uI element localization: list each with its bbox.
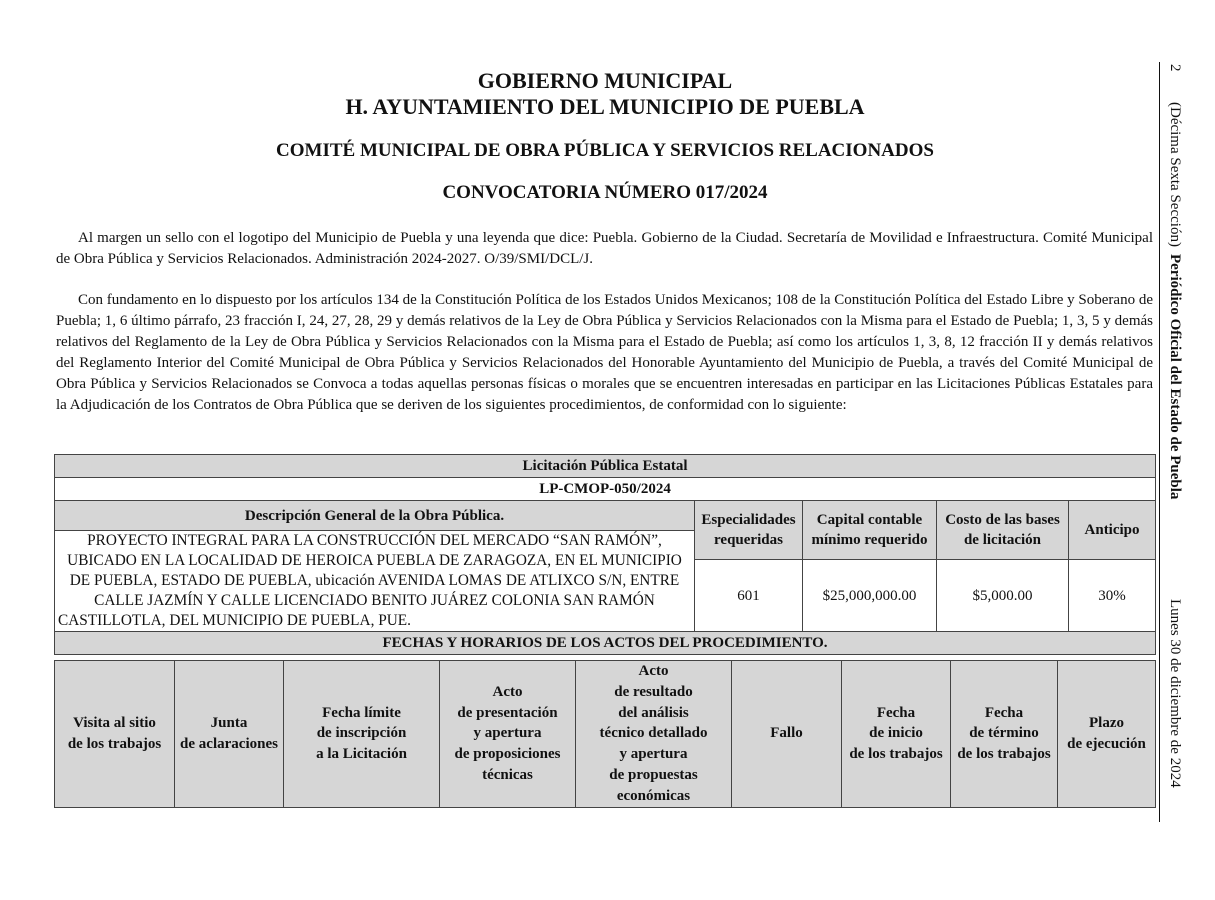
act-header-line: de ejecución	[1067, 735, 1146, 752]
costo-value: $5,000.00	[937, 560, 1069, 632]
header-convocatoria: CONVOCATORIA NÚMERO 017/2024	[442, 182, 768, 203]
act-header-line: Junta	[210, 714, 248, 731]
header-costo: Costo de las bases de licitación	[937, 501, 1069, 560]
licitacion-table	[54, 454, 1156, 655]
paragraph-fundamento: Con fundamento en lo dispuesto por los artículos 134 de la Constitución Política de los Estados Unidos Mexicanos; 108 de la Constitución Política del Estado Libre y Soberano de Puebla; 1, 6 último párrafo, 23 fracción I, 24, 27, 28, 29 y demás relativos de la Ley de Obra Pública y Servicios Relacionados con la Misma para el Estado de Puebla; 1, 3, 5 y demás relativos del Reglamento de la Ley de Obra Pública y Servicios Relacionados con la Misma para el Estado de Puebla; así como los artículos 1, 3, 8, 12 fracción II y demás relativos del Reglamento Interior del Comité Municipal de Obra Pública y Servicios Relacionados del Honorable Ayuntamiento del Municipio de Puebla, a través del Comité Municipal de Obra Pública y Servicios Relacionados se Convoca a todas aquellas personas físicas o morales que se encuentren interesadas en participar en las Licitaciones Públicas Estatales para la Adjudicación de los Contratos de Obra Pública que se deriven de los siguientes procedimientos, de conformidad con lo siguiente:	[56, 292, 1153, 413]
act-header-line: Plazo	[1089, 714, 1124, 731]
act-header-line: Visita al sitio	[73, 714, 156, 731]
periodico-title: Periódico Oficial del Estado de Puebla	[1167, 254, 1183, 500]
act-header-line: Fallo	[770, 725, 803, 742]
anticipo-value: 30%	[1069, 560, 1156, 632]
header-description: Descripción General de la Obra Pública.	[55, 501, 695, 531]
act-header-9	[1058, 661, 1156, 808]
act-header-line: de presentación	[457, 704, 558, 721]
act-header-line: económicas	[616, 787, 691, 804]
act-header-line: de inicio	[869, 725, 923, 742]
act-header-4	[440, 661, 576, 808]
fechas-title: FECHAS Y HORARIOS DE LOS ACTOS DEL PROCEDIMIENTO.	[55, 632, 1156, 655]
act-header-line: Acto	[638, 663, 669, 679]
description-cell: PROYECTO INTEGRAL PARA LA CONSTRUCCIÓN DEL MERCADO “SAN RAMÓN”, UBICADO EN LA LOCALIDAD DE HEROICA PUEBLA DE ZARAGOZA, EN EL MUNICIPIO DE PUEBLA, ESTADO DE PUEBLA, ubicación AVENIDA LOMAS DE ATLIXCO S/N, ENTRE CALLE JAZMÍN Y CALLE LICENCIADO BENITO JUÁREZ COLONIA SAN RAMÓN CASTILLOTLA, DEL MUNICIPIO DE PUEBLA, PUE.	[55, 531, 695, 632]
header-especialidades: Especialidades requeridas	[695, 501, 803, 560]
act-header-line: y apertura	[619, 746, 688, 763]
capital-value: $25,000,000.00	[803, 560, 937, 632]
act-header-line: de aclaraciones	[180, 735, 278, 752]
header-committee: COMITÉ MUNICIPAL DE OBRA PÚBLICA Y SERVICIOS RELACIONADOS	[276, 140, 934, 161]
act-header-line: y apertura	[473, 725, 542, 742]
act-header-line: Fecha	[984, 704, 1024, 721]
act-header-line: Fecha límite	[322, 704, 401, 721]
paragraph-seal: Al margen un sello con el logotipo del Municipio de Puebla y una leyenda que dice: Puebla. Gobierno de la Ciudad. Secretaría de Movilidad e Infraestructura. Comité Municipal de Obra Pública y Servicios Relacionados. Administración 2024-2027. O/39/SMI/DCL/J.	[56, 230, 1153, 267]
publication-date: Lunes 30 de diciembre de 2024	[1167, 599, 1183, 788]
header-anticipo: Anticipo	[1069, 501, 1156, 560]
licitacion-code: LP-CMOP-050/2024	[55, 478, 1156, 501]
act-header-line: de término	[969, 725, 1039, 742]
act-header-7	[842, 661, 951, 808]
act-header-line: técnicas	[482, 766, 533, 783]
act-header-1	[55, 661, 175, 808]
header-ayuntamiento: H. AYUNTAMIENTO DEL MUNICIPIO DE PUEBLA	[345, 94, 865, 119]
act-header-line: de los trabajos	[849, 746, 943, 763]
act-header-8	[951, 661, 1058, 808]
acts-table	[54, 660, 1156, 808]
page-number: 2	[1167, 64, 1183, 72]
act-header-line: de los trabajos	[67, 735, 162, 752]
act-header-6	[732, 661, 842, 808]
act-header-line: Acto	[492, 683, 523, 700]
act-header-line: a la Licitación	[316, 746, 407, 763]
page-sidebar	[1160, 64, 1190, 824]
act-header-5	[576, 661, 732, 808]
act-header-line: del análisis	[618, 704, 689, 721]
act-header-line: de los trabajos	[957, 746, 1051, 763]
act-header-line: de resultado	[614, 683, 693, 700]
act-header-line: técnico detallado	[599, 725, 708, 742]
act-header-line: de inscripción	[316, 725, 407, 742]
table-title: Licitación Pública Estatal	[55, 455, 1156, 478]
act-header-line: Fecha	[876, 704, 916, 721]
act-header-3	[284, 661, 440, 808]
especialidades-value: 601	[695, 560, 803, 632]
act-header-line: de proposiciones	[454, 746, 561, 763]
act-header-2	[175, 661, 284, 808]
header-government: GOBIERNO MUNICIPAL	[477, 68, 733, 93]
header-capital: Capital contable mínimo requerido	[803, 501, 937, 560]
act-header-line: de propuestas	[609, 766, 698, 783]
section-label: (Décima Sexta Sección)	[1167, 102, 1183, 247]
